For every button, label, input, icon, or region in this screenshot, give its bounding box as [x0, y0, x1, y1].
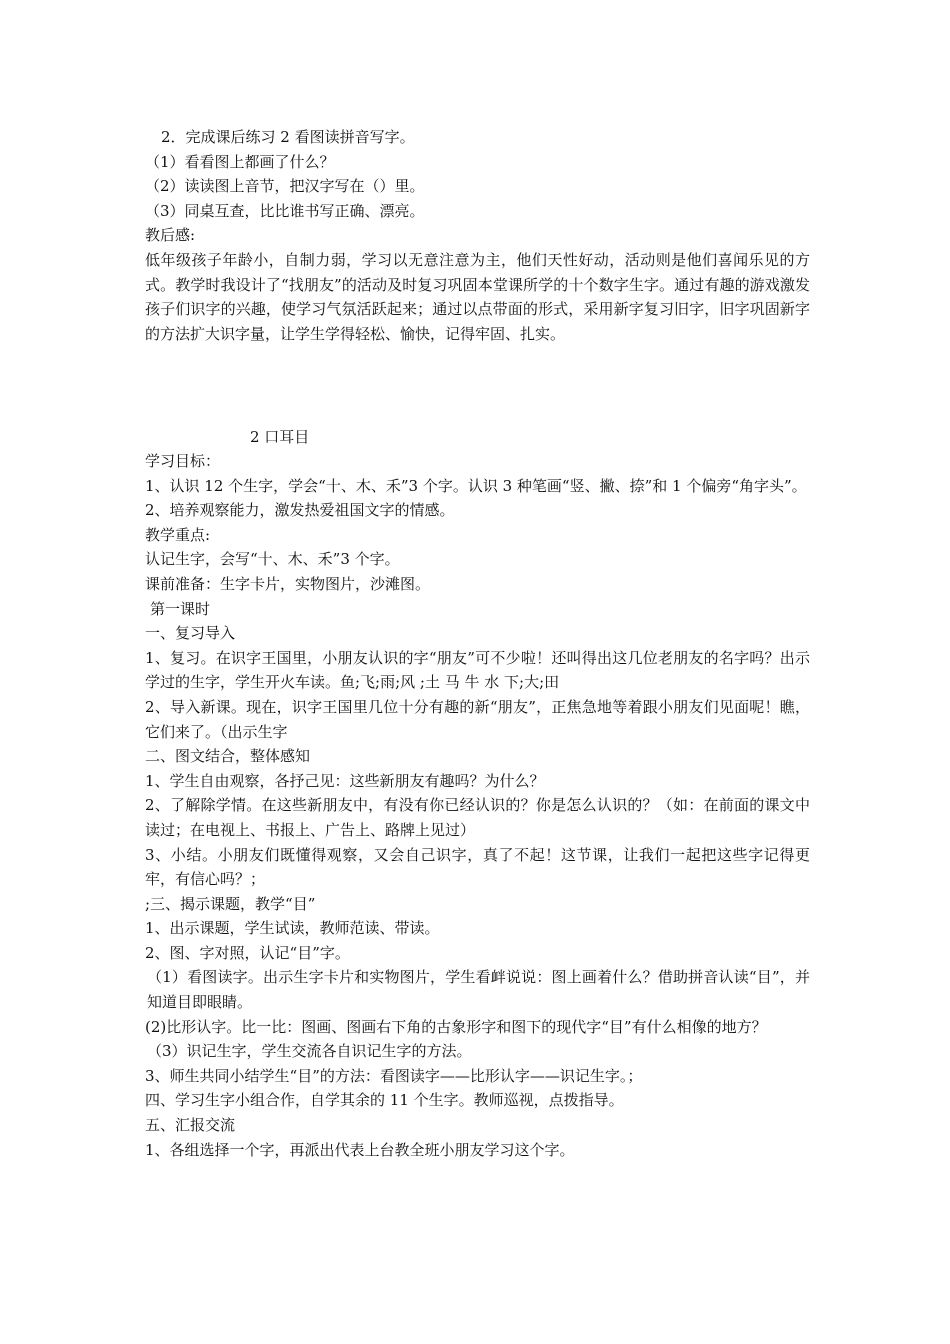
step-3-heading: ;三、揭示课题，教学“目” — [145, 894, 316, 913]
step-2-1: 1、学生自由观察，各抒己见：这些新朋友有趣吗？为什么？ — [145, 771, 545, 790]
exercise-sub-3: （3）同桌互查，比比谁书写正确、漂亮。 — [145, 201, 425, 220]
period-heading: 第一课时 — [150, 599, 211, 618]
section-exercise — [145, 125, 810, 346]
step-5-1: 1、各组选择一个字，再派出代表上台教全班小朋友学习这个字。 — [145, 1140, 575, 1159]
step-2-heading: 二、图文结合，整体感知 — [145, 747, 311, 766]
lesson-body — [145, 449, 810, 1162]
exercise-sub-1: （1）看看图上都画了什么？ — [145, 152, 335, 171]
step-3-1: 1、出示课题，学生试读，教师范读、带读。 — [145, 919, 440, 938]
prep-text: 课前准备：生字卡片，实物图片，沙滩图。 — [145, 574, 431, 593]
step-4-heading: 四、学习生字小组合作，自学其余的 11 个生字。教师巡视，点拨指导。 — [145, 1091, 624, 1110]
exercise-sub-2: （2）读读图上音节，把汉字写在（）里。 — [145, 177, 425, 196]
step-1-1: 1、复习。在识字王国里，小朋友认识的字“朋友”可不少啦！还叫得出这几位老朋友的名字吗？出示学过的生字，学生开火车读。鱼;飞;雨;风 ;土 马 牛 水 下;大;田 — [145, 648, 810, 692]
key-heading: 教学重点: — [145, 525, 211, 544]
step-1-2: 2、导入新课。现在，识字王国里几位十分有趣的新“朋友”，正焦急地等着跟小朋友们见面呢！瞧，它们来了。（出示生字 — [145, 697, 810, 741]
step-3-2: 2、图、字对照，认记“目”字。 — [145, 943, 350, 962]
reflection-text: 低年级孩子年龄小，自制力弱，学习以无意注意为主，他们天性好动，活动则是他们喜闻乐见的方式。教学时我设计了“找朋友”的活动及时复习巩固本堂课所学的十个数字生字。通过有趣的游戏激发孩子们识字的兴趣，使学习气氛活跃起来；通过以点带面的形式，采用新字复习旧字，旧字巩固新字的方法扩大识字量，让学生学得轻松、愉快，记得牢固、扎实。 — [145, 250, 810, 343]
step-2-3: 3、小结。小朋友们既懂得观察，又会自己识字，真了不起！这节课，让我们一起把这些字记得更牢，有信心吗？； — [145, 845, 810, 889]
goals-heading: 学习目标： — [145, 452, 221, 470]
reflection-heading: 教后感: — [145, 226, 196, 245]
step-3-3: 3、师生共同小结学生“目”的方法：看图读字——比形认字——识记生字。； — [145, 1066, 643, 1085]
exercise-item-2: 2．完成课后练习 2 看图读拼音写字。 — [161, 128, 415, 146]
goal-2: 2、培养观察能力，激发热爱祖国文字的情感。 — [145, 501, 455, 520]
step-5-heading: 五、汇报交流 — [145, 1116, 236, 1135]
goal-1: 1、认识 12 个生字，学会“十、木、禾”3 个字。认识 3 种笔画“竖、撇、捺”和 1 个偏旁“角字头”。 — [145, 476, 807, 495]
step-3-2a: （1）看图读字。出示生字卡片和实物图片，学生看衅说说：图上画着什么？借助拼音认读“目”，并知道目即眼睛。 — [147, 968, 810, 1012]
key-text: 认记生字，会写“十、木、禾”3 个字。 — [145, 550, 400, 569]
step-3-2c: （3）识记生字，学生交流各自识记生字的方法。 — [147, 1042, 472, 1061]
step-2-2: 2、了解除学情。在这些新朋友中，有没有你已经认识的？你是怎么认识的？（如：在前面的课文中读过；在电视上、书报上、广告上、路牌上见过） — [145, 796, 810, 839]
step-3-2b: (2)比形认字。比一比：图画、图画右下角的古象形字和图下的现代字“目”有什么相像的地方？ — [145, 1017, 767, 1036]
step-1-heading: 一、复习导入 — [145, 624, 236, 643]
lesson-title: 2 口耳目 — [250, 428, 310, 446]
